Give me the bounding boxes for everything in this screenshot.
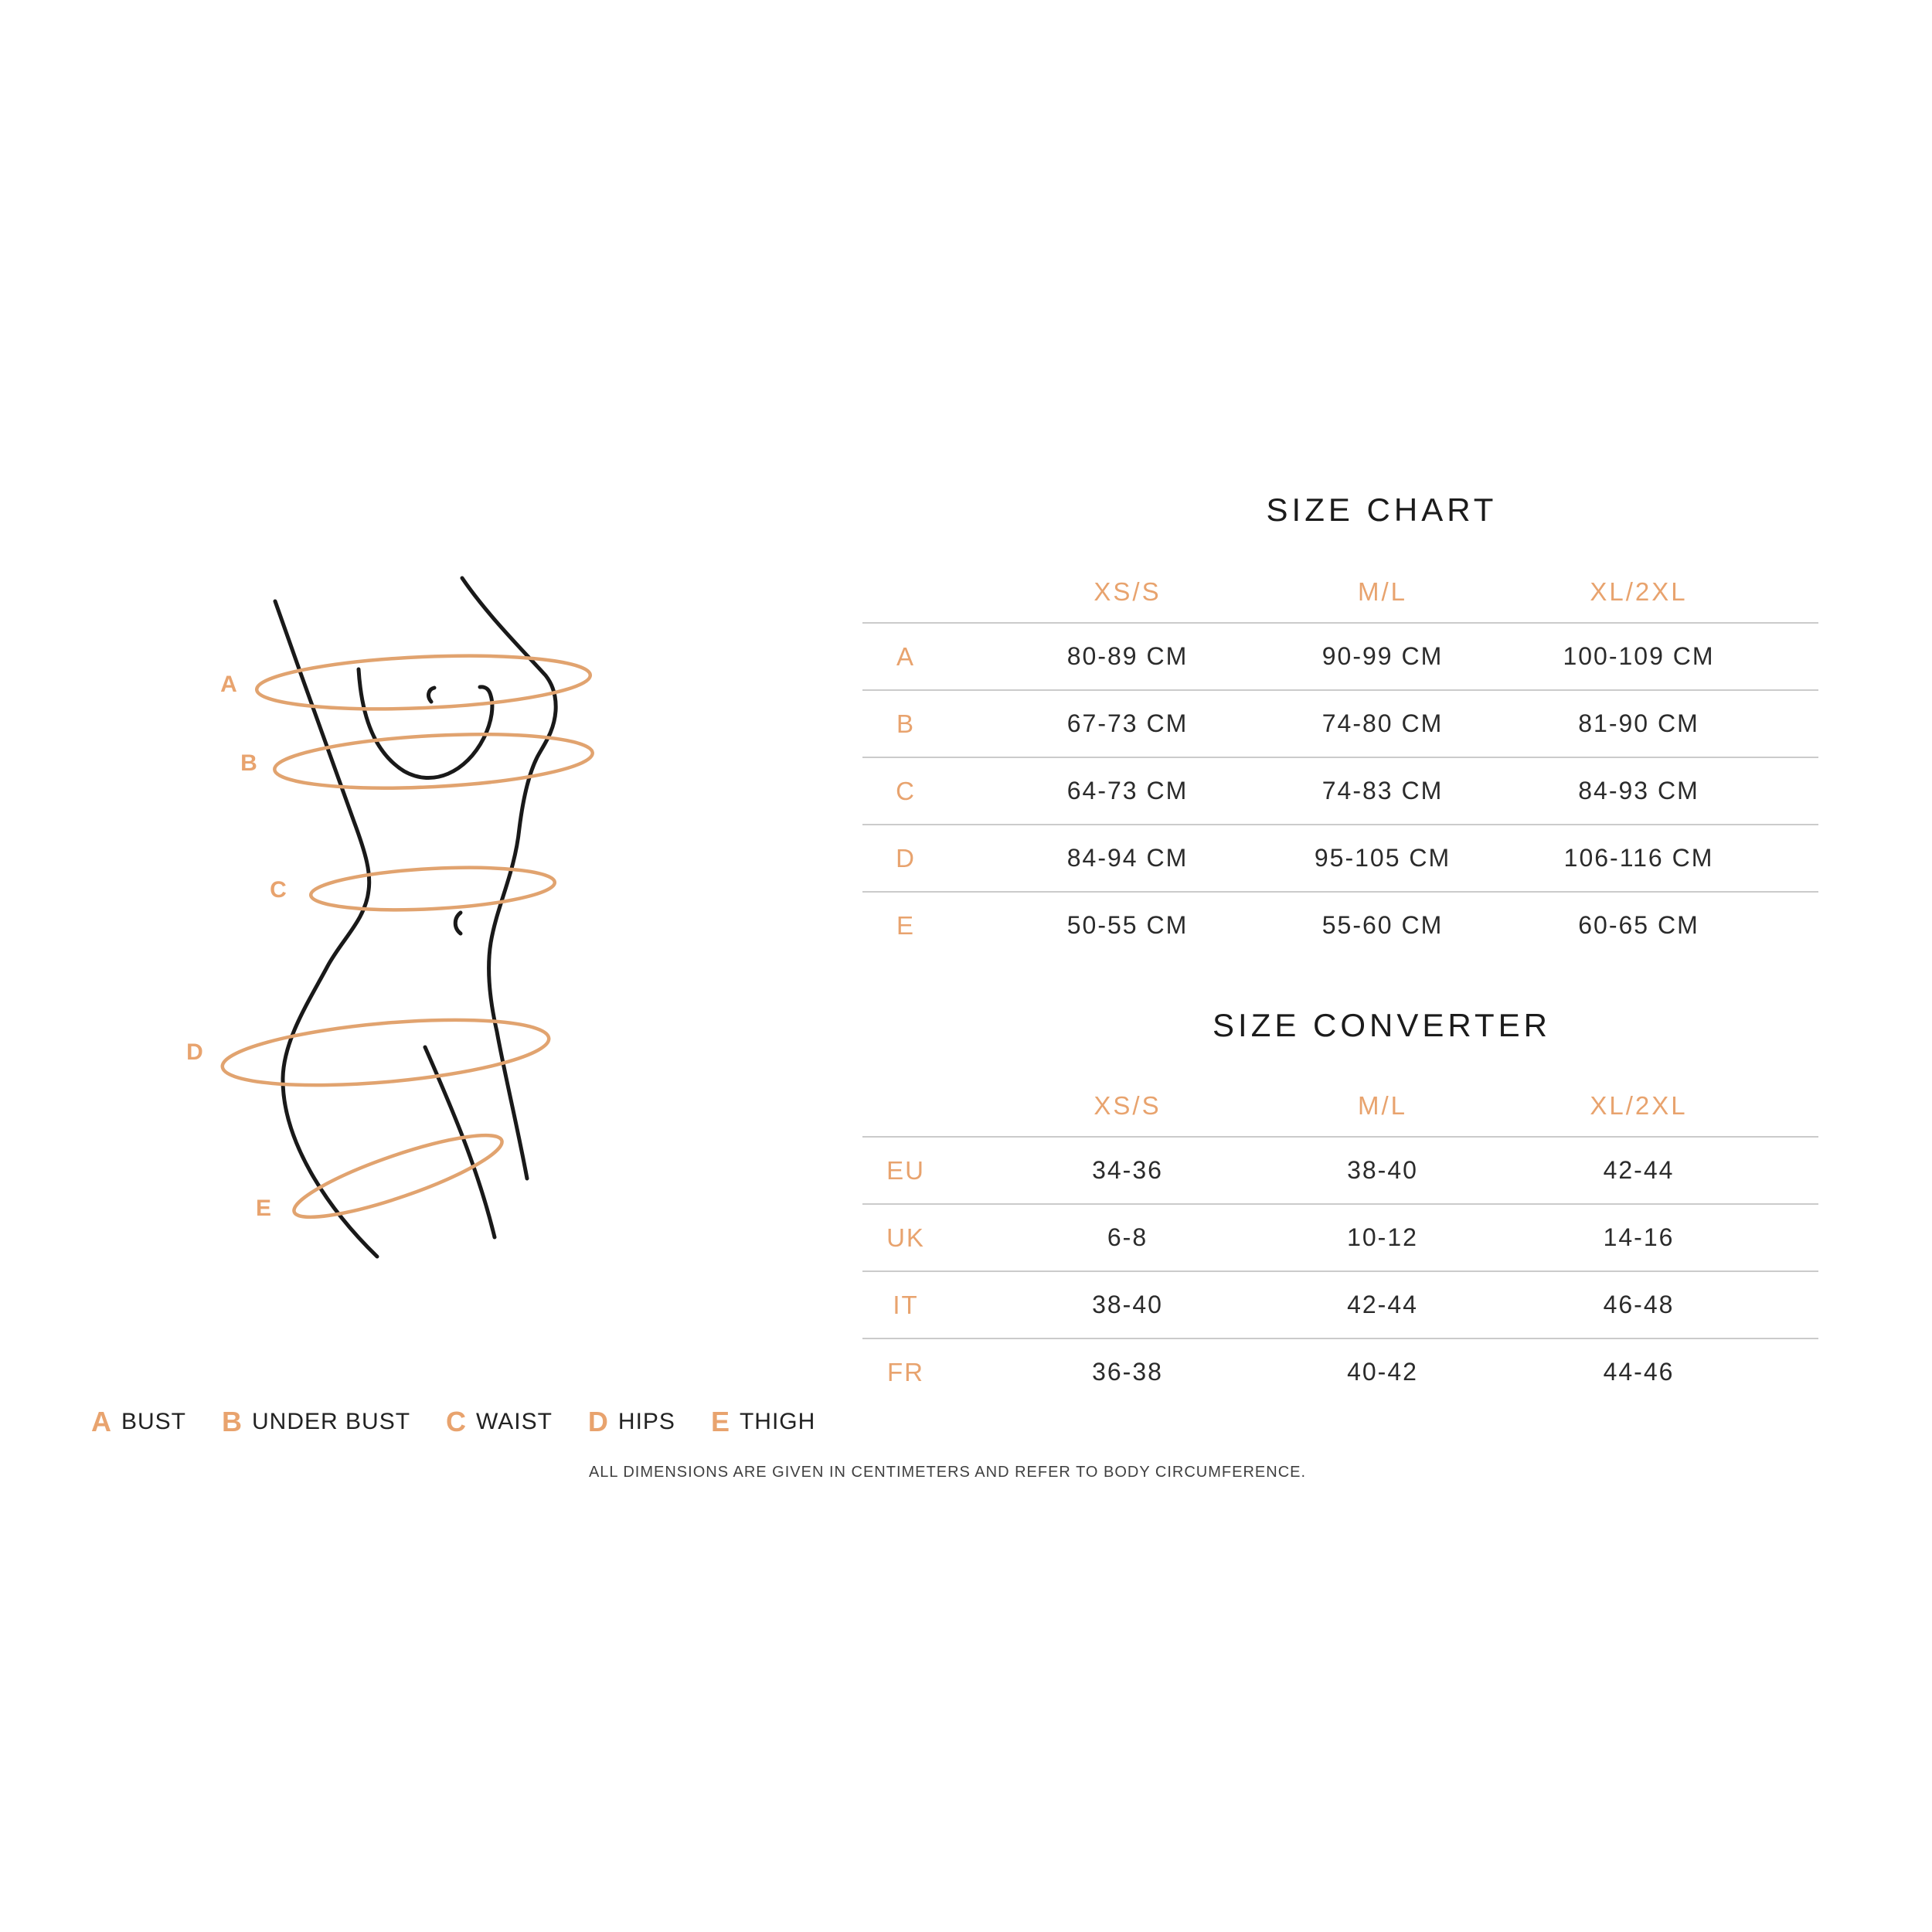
- row-label: UK: [886, 1223, 925, 1252]
- legend-label: HIPS: [617, 1409, 675, 1434]
- ring-b-under-bust: [274, 727, 594, 794]
- cell-value: 55-60 CM: [1321, 911, 1444, 939]
- legend-label: BUST: [121, 1409, 187, 1434]
- table-row: [862, 689, 1818, 757]
- cell-value: 90-99 CM: [1321, 642, 1444, 670]
- legend-label: THIGH: [739, 1409, 816, 1434]
- legend-letter: E: [710, 1406, 730, 1437]
- cell-value: 64-73 CM: [1066, 777, 1189, 804]
- navel-mark: [455, 913, 461, 934]
- ring-c-waist: [310, 862, 556, 915]
- cell-value: 74-83 CM: [1321, 777, 1444, 804]
- size-converter-table: [862, 1075, 1818, 1405]
- cell-value: 34-36: [1092, 1156, 1163, 1184]
- column-header-m-l: M/L: [1357, 577, 1407, 606]
- cell-value: 100-109 CM: [1563, 642, 1715, 670]
- table-row: [862, 891, 1818, 958]
- cell-value: 42-44: [1347, 1291, 1418, 1318]
- figure-marker-d: D: [186, 1039, 203, 1065]
- cell-value: 50-55 CM: [1066, 911, 1189, 939]
- row-label: B: [896, 709, 915, 738]
- cell-value: 46-48: [1603, 1291, 1675, 1318]
- figure-marker-e: E: [255, 1196, 272, 1221]
- cell-value: 81-90 CM: [1578, 709, 1699, 737]
- table-row: [862, 1338, 1818, 1405]
- size-chart-header-row: [862, 561, 1818, 622]
- cell-value: 74-80 CM: [1321, 709, 1444, 737]
- cell-value: 106-116 CM: [1563, 844, 1714, 872]
- table-row: [862, 824, 1818, 891]
- legend-label: WAIST: [476, 1409, 553, 1434]
- column-header-m-l: M/L: [1357, 1090, 1407, 1120]
- body-measurement-figure: [100, 541, 641, 1314]
- legend-item-hips: [588, 1408, 675, 1436]
- legend-letter: B: [222, 1406, 243, 1437]
- cell-value: 40-42: [1347, 1358, 1418, 1386]
- ring-a-bust: [256, 650, 591, 716]
- size-chart-title: SIZE CHART: [1266, 492, 1498, 528]
- row-label: FR: [887, 1357, 924, 1386]
- breast-curve: [359, 669, 492, 778]
- legend-item-bust: [91, 1408, 186, 1436]
- row-label: D: [896, 843, 916, 872]
- body-outline-right-side: [462, 578, 556, 1179]
- row-label: E: [896, 910, 915, 940]
- table-row: [862, 622, 1818, 689]
- nipple-mark: [429, 688, 434, 702]
- column-header-xs-s: XS/S: [1094, 1090, 1162, 1120]
- cell-value: 44-46: [1603, 1358, 1675, 1386]
- column-header-xs-s: XS/S: [1094, 577, 1162, 606]
- row-label: C: [896, 776, 916, 805]
- cell-value: 10-12: [1347, 1223, 1418, 1251]
- cell-value: 6-8: [1107, 1223, 1148, 1251]
- table-row: [862, 757, 1818, 824]
- size-converter-header-row: [862, 1075, 1818, 1136]
- row-label: A: [896, 641, 915, 671]
- figure-marker-c: C: [270, 877, 287, 903]
- cell-value: 95-105 CM: [1314, 844, 1451, 872]
- legend-item-thigh: [711, 1408, 815, 1436]
- table-row: [862, 1136, 1818, 1203]
- legend-item-waist: [446, 1408, 553, 1436]
- cell-value: 42-44: [1603, 1156, 1675, 1184]
- cell-value: 60-65 CM: [1578, 911, 1699, 939]
- cell-value: 38-40: [1347, 1156, 1418, 1184]
- table-row: [862, 1270, 1818, 1338]
- row-label: EU: [886, 1155, 925, 1185]
- cell-value: 14-16: [1603, 1223, 1675, 1251]
- table-row: [862, 1203, 1818, 1270]
- figure-marker-a: A: [220, 672, 237, 697]
- legend-letter: A: [91, 1406, 111, 1437]
- cell-value: 36-38: [1092, 1358, 1163, 1386]
- cell-value: 84-93 CM: [1578, 777, 1699, 804]
- cell-value: 67-73 CM: [1066, 709, 1189, 737]
- column-header-xl-2xl: XL/2XL: [1590, 1090, 1688, 1120]
- measurement-legend: [91, 1400, 815, 1444]
- legend-item-under-bust: [222, 1408, 410, 1436]
- cell-value: 80-89 CM: [1066, 642, 1189, 670]
- size-chart-table: [862, 561, 1818, 958]
- cell-value: 84-94 CM: [1066, 844, 1189, 872]
- row-label: IT: [893, 1290, 919, 1319]
- legend-label: UNDER BUST: [252, 1409, 411, 1434]
- legend-letter: C: [446, 1406, 467, 1437]
- column-header-xl-2xl: XL/2XL: [1590, 577, 1688, 606]
- dimensions-note: ALL DIMENSIONS ARE GIVEN IN CENTIMETERS AND REFER TO BODY CIRCUMFERENCE.: [588, 1464, 1307, 1481]
- size-converter-title: SIZE CONVERTER: [1213, 1007, 1551, 1043]
- cell-value: 38-40: [1092, 1291, 1163, 1318]
- figure-marker-b: B: [240, 750, 257, 776]
- legend-letter: D: [587, 1406, 608, 1437]
